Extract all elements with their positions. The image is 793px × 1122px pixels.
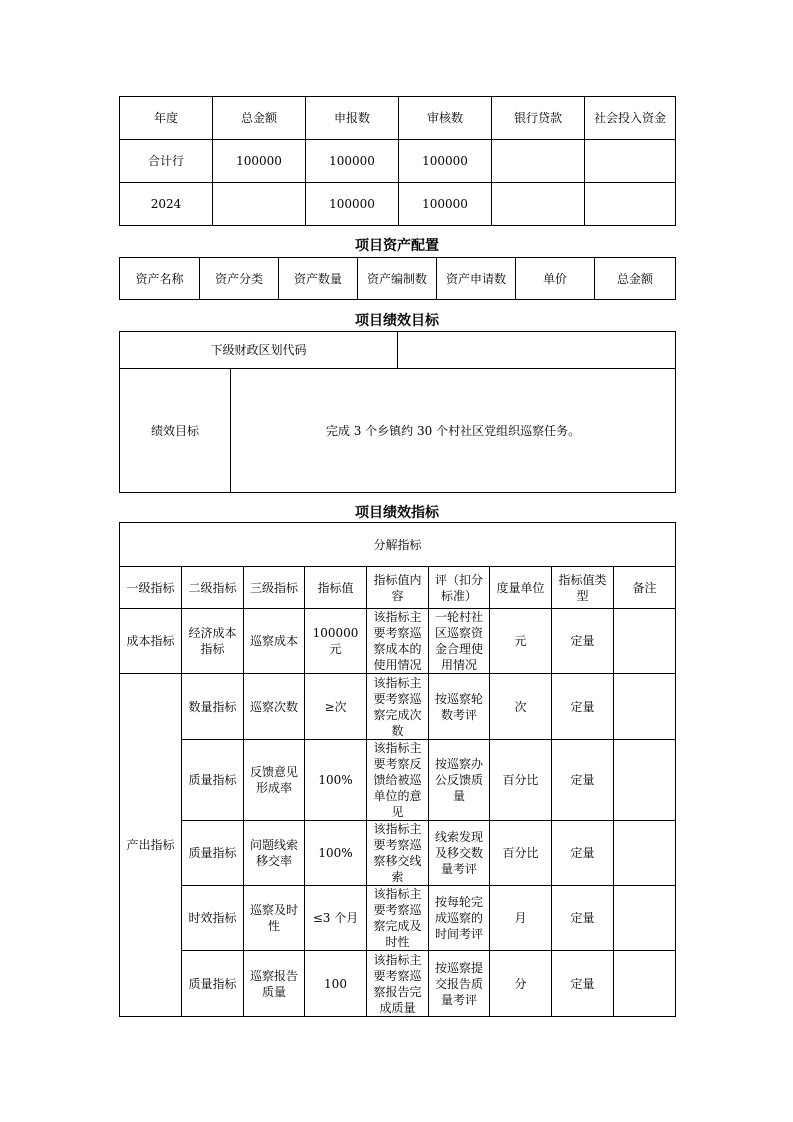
- table-row: [120, 740, 676, 821]
- table-row: [120, 886, 676, 951]
- cell: 定量: [552, 886, 614, 951]
- header-cell: 单价: [516, 258, 595, 300]
- cell: [585, 183, 676, 226]
- header-cell: 申报数: [306, 97, 399, 140]
- cell: 100: [305, 951, 367, 1017]
- header-cell: 一级指标: [120, 567, 182, 609]
- cell: 定量: [552, 609, 614, 674]
- group-header-row: [120, 523, 676, 567]
- cell: 月: [490, 886, 552, 951]
- header-cell: 资产数量: [279, 258, 358, 300]
- header-cell: 资产分类: [200, 258, 279, 300]
- header-cell: 备注: [614, 567, 676, 609]
- cell: 质量指标: [182, 951, 244, 1017]
- cell: [213, 183, 306, 226]
- indicator-table: [119, 522, 676, 1017]
- cell: 元: [490, 609, 552, 674]
- cell: [492, 183, 585, 226]
- cell: 100%: [305, 821, 367, 886]
- cell: 经济成本指标: [182, 609, 244, 674]
- cell: 该指标主要考察巡察报告完成质量: [367, 951, 429, 1017]
- cell: [614, 609, 676, 674]
- cell: 100000: [399, 183, 492, 226]
- cell: 巡察报告质量: [244, 951, 305, 1017]
- cell: 一轮村社区巡察资金合理使用情况: [429, 609, 490, 674]
- cell: 质量指标: [182, 821, 244, 886]
- cell: 成本指标: [120, 609, 182, 674]
- header-cell: 二级指标: [182, 567, 244, 609]
- asset-header-row: [120, 258, 676, 300]
- cell: 定量: [552, 821, 614, 886]
- header-cell: 社会投入资金: [585, 97, 676, 140]
- cell: [614, 951, 676, 1017]
- table-row: [120, 140, 676, 183]
- code-row: [120, 332, 676, 369]
- header-cell: 总金额: [595, 258, 676, 300]
- cell: 该指标主要考察巡察完成及时性: [367, 886, 429, 951]
- cell: 合计行: [120, 140, 213, 183]
- goal-section-title: 项目绩效目标: [355, 313, 439, 329]
- group-header: 分解指标: [120, 523, 676, 567]
- header-cell: 资产名称: [120, 258, 200, 300]
- cell: 巡察成本: [244, 609, 305, 674]
- table-row: [120, 951, 676, 1017]
- cell: 数量指标: [182, 674, 244, 740]
- code-value: [398, 332, 676, 369]
- cell: 问题线索移交率: [244, 821, 305, 886]
- cell: 时效指标: [182, 886, 244, 951]
- header-cell: 三级指标: [244, 567, 305, 609]
- table-row: [120, 821, 676, 886]
- header-cell: 度量单位: [490, 567, 552, 609]
- cell: 2024: [120, 183, 213, 226]
- cell: 定量: [552, 740, 614, 821]
- cell: 定量: [552, 951, 614, 1017]
- header-cell: 银行贷款: [492, 97, 585, 140]
- cell: 按巡察轮数考评: [429, 674, 490, 740]
- fund-table: [119, 96, 676, 226]
- cell: 按巡察办公反馈质量: [429, 740, 490, 821]
- cell: 该指标主要考察巡察成本的使用情况: [367, 609, 429, 674]
- cell: 按巡察提交报告质量考评: [429, 951, 490, 1017]
- cell: 100%: [305, 740, 367, 821]
- cell: 100000 元: [305, 609, 367, 674]
- goal-text: 完成 3 个乡镇约 30 个村社区党组织巡察任务。: [231, 369, 676, 493]
- header-cell: 指标值内容: [367, 567, 429, 609]
- indicator-header-row: [120, 567, 676, 609]
- cell: 巡察及时性: [244, 886, 305, 951]
- cell: 质量指标: [182, 740, 244, 821]
- table-row: [120, 609, 676, 674]
- header-cell: 资产编制数: [358, 258, 437, 300]
- cell: 分: [490, 951, 552, 1017]
- indicator-section-title: 项目绩效指标: [355, 505, 439, 521]
- cell: 反馈意见形成率: [244, 740, 305, 821]
- header-cell: 指标值类型: [552, 567, 614, 609]
- cell: 百分比: [490, 740, 552, 821]
- cell: 巡察次数: [244, 674, 305, 740]
- asset-table: [119, 257, 676, 300]
- cell: 100000: [399, 140, 492, 183]
- cell: 100000: [213, 140, 306, 183]
- cell: 线索发现及移交数量考评: [429, 821, 490, 886]
- cell: 该指标主要考察巡察完成次数: [367, 674, 429, 740]
- cell: [492, 140, 585, 183]
- cell: 该指标主要考察巡察移交线索: [367, 821, 429, 886]
- code-label: 下级财政区划代码: [120, 332, 398, 369]
- cell: [614, 740, 676, 821]
- goal-label: 绩效目标: [120, 369, 231, 493]
- cell: ≥次: [305, 674, 367, 740]
- asset-section-title: 项目资产配置: [355, 238, 439, 254]
- cell: ≤3 个月: [305, 886, 367, 951]
- header-cell: 资产申请数: [437, 258, 516, 300]
- cell: [614, 886, 676, 951]
- header-cell: 总金额: [213, 97, 306, 140]
- cell: 定量: [552, 674, 614, 740]
- cell: [614, 674, 676, 740]
- header-cell: 评（扣分标准）: [429, 567, 490, 609]
- goal-table: [119, 331, 676, 493]
- fund-header-row: [120, 97, 676, 140]
- cell: 100000: [306, 140, 399, 183]
- table-row: [120, 674, 676, 740]
- cell: 百分比: [490, 821, 552, 886]
- cell: 该指标主要考察反馈给被巡单位的意见: [367, 740, 429, 821]
- goal-row: [120, 369, 676, 493]
- cell: [614, 821, 676, 886]
- cell: 次: [490, 674, 552, 740]
- header-cell: 年度: [120, 97, 213, 140]
- table-row: [120, 183, 676, 226]
- cell: 100000: [306, 183, 399, 226]
- output-label: 产出指标: [120, 674, 182, 1017]
- header-cell: 指标值: [305, 567, 367, 609]
- cell: 按每轮完成巡察的时间考评: [429, 886, 490, 951]
- cell: [585, 140, 676, 183]
- header-cell: 审核数: [399, 97, 492, 140]
